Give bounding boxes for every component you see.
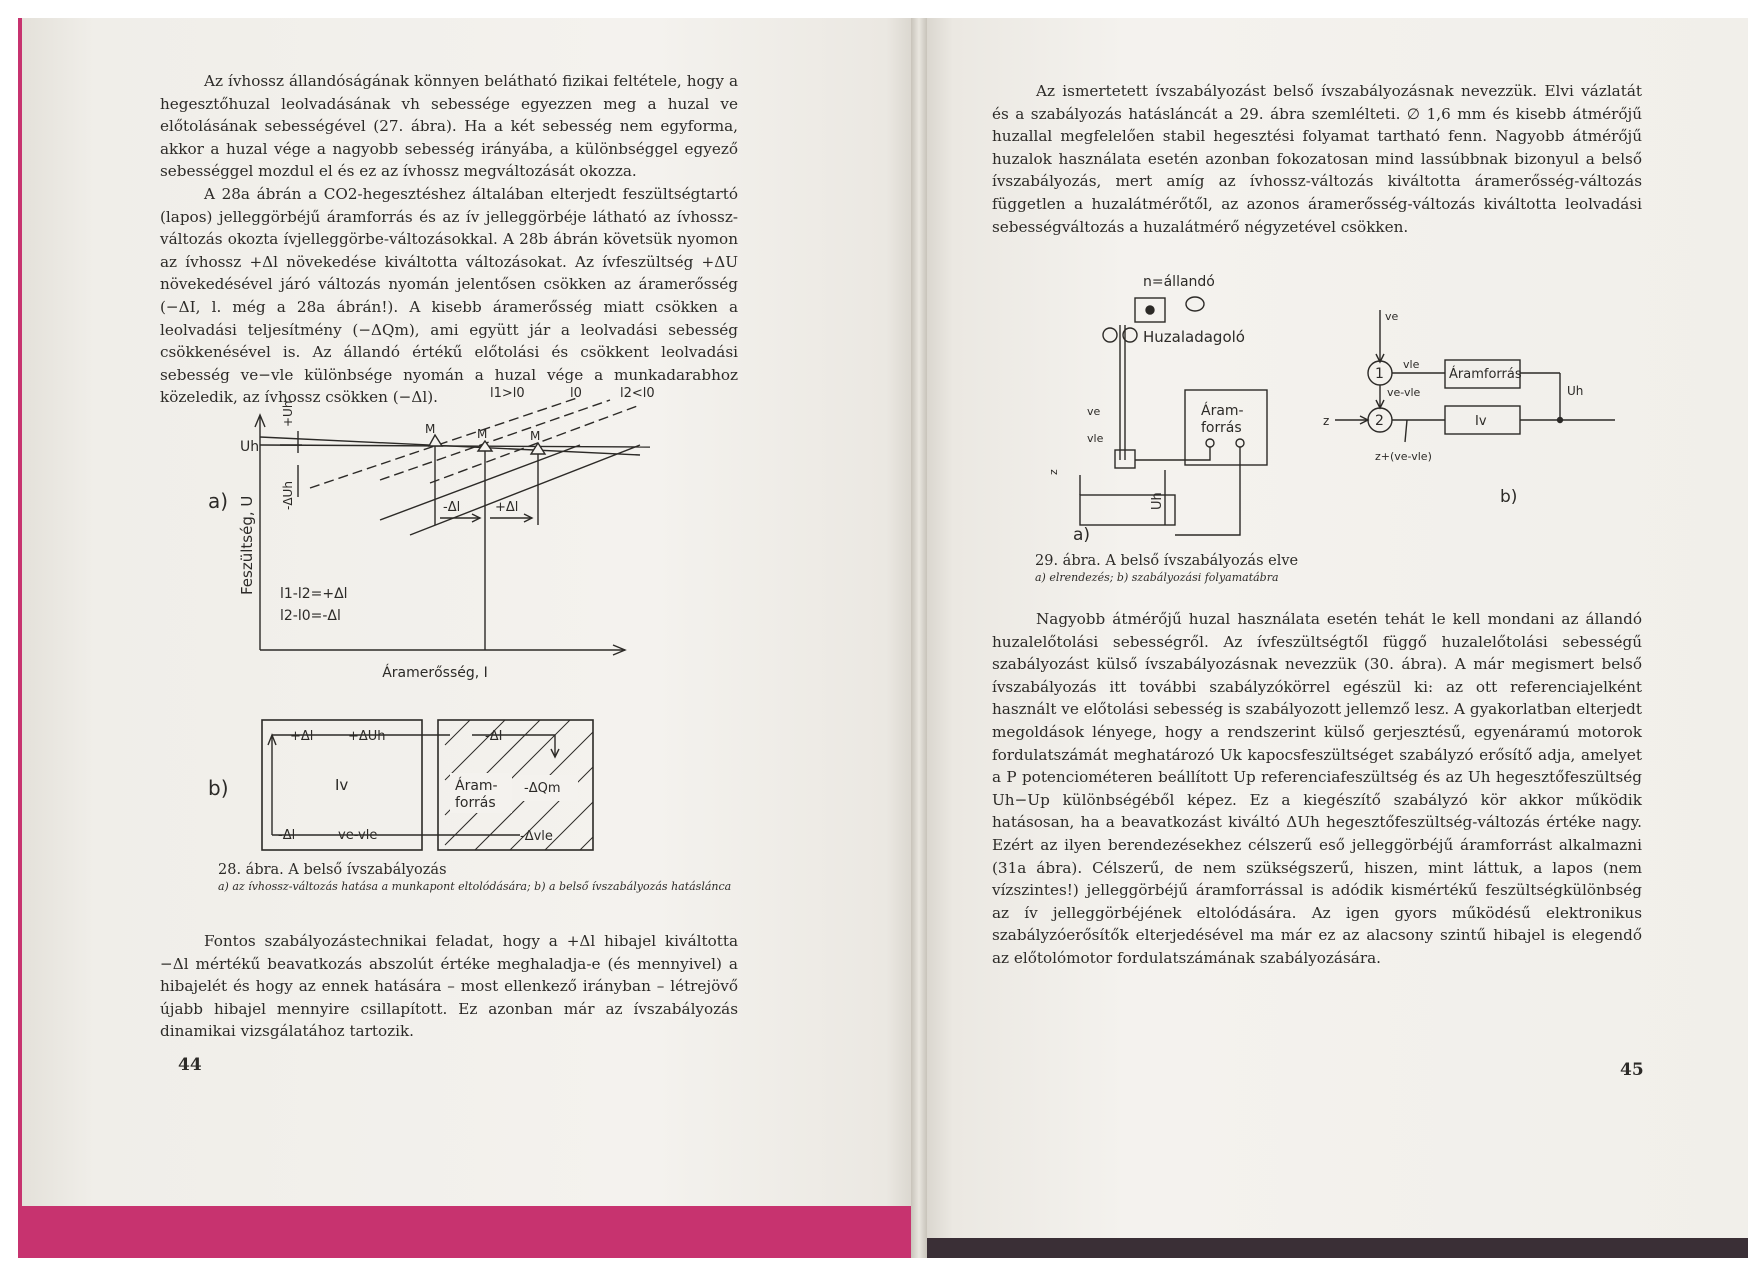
fig29-caption (1035, 553, 1435, 585)
fig28b-label: b) (208, 776, 229, 800)
caption-title: 29. ábra. A belső ívszabályozás elve (1035, 553, 1299, 569)
b-uh-label: Uh (1567, 384, 1584, 398)
flow-plus-duh: +ΔUh (348, 729, 386, 744)
paragraph: Az ívhossz állandóságának könnyen belátható fizikai feltétele, hogy a hegesztőhuzal leolvadásának vh sebessége egyezzen meg a huzal ve előtolásának sebességével (27. ábra). Ha a két sebesség nem egyforma, akkor a huzal vége a nagyobb sebesség irányába, a különbséggel egyező sebességgel mozdul el és ez az ívhossz megváltozását okozza. (160, 72, 738, 181)
b-z-label: z (1323, 414, 1330, 428)
axis-x-label: Áramerősség, I (382, 665, 488, 681)
paragraph: Az ismertetett ívszabályozást belső ívszabályozásnak nevezzük. Elvi vázlatát és a szabályozás hatásláncát a 29. ábra szemlélteti. ∅ 1,6 mm és kisebb átmérőjű huzallal megfelelően stabil hegesztési folyamat tartható fenn. Nagyobb átmérőjű huzalok használata esetén azonban fokozatosan mind lassúbbnak bizonyul a belső ívszabályozás, mert amíg az ívhossz-változás kiváltotta áramerősség-változás független a huzalátmérőtől, az azonos áramerősség-változás kiváltotta leolvadási sebességváltozás a huzalátmérő négyzetével csökken. (992, 82, 1642, 236)
vle-label: vle (1087, 432, 1104, 445)
source-label-1: Áram- (455, 778, 498, 794)
flow-minus-dl: -Δl (278, 828, 296, 843)
m-label: M (530, 429, 541, 443)
feeder-label: Huzaladagoló (1143, 328, 1245, 346)
source-label-1: Áram- (1201, 403, 1244, 419)
figure-29 (1035, 270, 1635, 555)
uh-label: Uh (1150, 492, 1165, 510)
caption-subtitle: a) az ívhossz-változás hatása a munkapont eltolódására; b) a belső ívszabályozás hatáslánca (218, 880, 732, 893)
z-label: z (1047, 469, 1060, 475)
source-label-2: forrás (1201, 420, 1242, 436)
fig28-caption (218, 862, 798, 894)
minus-duh-label: -ΔUh (281, 481, 295, 510)
iv-block-label: Iv (335, 776, 349, 794)
l0-label: l0 (570, 386, 582, 401)
paragraph: Fontos szabályozástechnikai feladat, hogy a +Δl hibajel kiváltotta −Δl mértékű beavatkozás abszolút értéke meghaladja-e (és mennyivel) a hibajelét és hogy az ennek hatására – most ellenkező irányban – létrejövő újabb hibajel mennyire csillapított. Ez azonban már az ívszabályozás dinamikai vizsgálatához tartozik. (160, 932, 738, 1041)
b-zexpr-label: z+(ve-vle) (1375, 450, 1432, 463)
flow-minus-dqm: -ΔQm (524, 781, 561, 796)
caption-title: 28. ábra. A belső ívszabályozás (218, 862, 447, 878)
paragraph: A 28a ábrán a CO2-hegesztéshez általában elterjedt feszültségtartó (lapos) jelleggörbéjű áramforrás és az ív jelleggörbéje látható az ívhossz-változás okozta ívjelleggörbe-változásokkal. A 28b ábrán követsük nyomon az ívhossz +Δl növekedése kiváltotta változásokat. Az ívfeszültség +ΔU növekedésével járó változás nyomán jelentősen csökken az áramerősség (−ΔI, l. még a 28a ábrán!). A kisebb áramerősség miatt csökken a leolvadási teljesítmény (−ΔQm), ami együtt jár a leolvadási sebesség csökkenésével is. Az állandó értékű előtolási és csökkent leolvadási sebesség ve−vle különbsége nyomán a huzal vége a munkadarabhoz közeledik, az ívhossz csökken (−Δl). (160, 184, 738, 407)
b-iv-label: Iv (1475, 414, 1487, 429)
b-ve-label: ve (1385, 310, 1399, 323)
n-const-label: n=állandó (1143, 274, 1215, 290)
left-text-bottom (160, 930, 738, 1043)
right-text-bottom (992, 608, 1642, 970)
node-2-label: 2 (1375, 413, 1384, 429)
fig29b-label: b) (1500, 487, 1518, 507)
page-number-left: 44 (178, 1055, 202, 1075)
source-label-2: forrás (455, 795, 496, 811)
flow-plus-dl: +Δl (290, 729, 314, 744)
flow-ve-vle: ve-vle (338, 828, 378, 843)
figure-28 (180, 386, 740, 885)
l1-label: l1>l0 (490, 386, 525, 401)
m-label: M (477, 427, 488, 441)
ve-label: ve (1087, 405, 1101, 418)
fig28a-label: a) (208, 489, 229, 513)
axis-y-label: Feszültség, U (238, 495, 256, 595)
m-label: M (425, 422, 436, 436)
l2-label: l2<l0 (620, 386, 655, 401)
node-1-label: 1 (1375, 366, 1384, 382)
plus-dl-label: +Δl (495, 500, 519, 515)
uh-label: Uh (240, 439, 260, 455)
flow-minus-di: -ΔI (485, 729, 503, 744)
equation-2: l2-l0=-Δl (280, 608, 341, 624)
paragraph: Nagyobb átmérőjű huzal használata esetén tehát le kell mondani az állandó huzalelőtolási sebességről. Az ívfeszültségtől függő huzalelőtolási sebességű szabályozást külső ívszabályozásnak nevezzük (30. ábra). A már megismert belső ívszabályozás itt további szabályzókörrel egészül ki: az ott referenciajelként használt ve előtolási sebesség is szabályozott jellemző lesz. A gyakorlatban elterjedt megoldások lényege, hogy a rendszerint külső gerjesztésű, egyenáramú motorok fordulatszámát meghatározó Uk kapocsfeszültséget szabályzó erősítő adja, amelyet a P potenciométeren beállított Up referenciafeszültség és az Uh hegesztőfeszültség Uh−Up különbségéből képez. Ez a kiegészítő szabályzó kör akkor működik hatásosan, ha a beavatkozást kiváltó ΔUh hegesztőfeszültség-változás értéke nagy. Ezért az ilyen berendezésekhez célszerű eső jelleggörbéjű áramforrást alkalmazni (31a ábra). Célszerű, de nem szükségszerű, hiszen, mint láttuk, a lapos (nem vízszintes!) jelleggörbéjű áramforrással is adódik kismértékű feszültségkülönbség az ív jelleggörbéjének eltolódására. Az igen gyors működésű elektronikus szabályzóerősítők elterjedésével ma már ez az alacsony szintű hibajel is elegendő az előtolómotor fordulatszámának szabályozására. (992, 610, 1642, 967)
right-text-top (992, 80, 1642, 238)
equation-1: l1-l2=+Δl (280, 586, 348, 602)
page-number-right: 45 (1620, 1060, 1644, 1080)
flow-minus-dvle: -Δvle (520, 829, 553, 844)
b-diff-label: ve-vle (1387, 386, 1421, 399)
book-gutter (911, 18, 927, 1258)
b-source-label: Áramforrás (1449, 367, 1522, 382)
b-vle-label: vle (1403, 358, 1420, 371)
caption-subtitle: a) elrendezés; b) szabályozási folyamatábra (1035, 571, 1279, 584)
minus-dl-label: -Δl (443, 500, 461, 515)
left-text-top (160, 70, 738, 409)
plus-uh-label: +Uh (281, 400, 295, 427)
book-cover-bottom (18, 1206, 918, 1258)
fig29a-label: a) (1073, 525, 1091, 545)
